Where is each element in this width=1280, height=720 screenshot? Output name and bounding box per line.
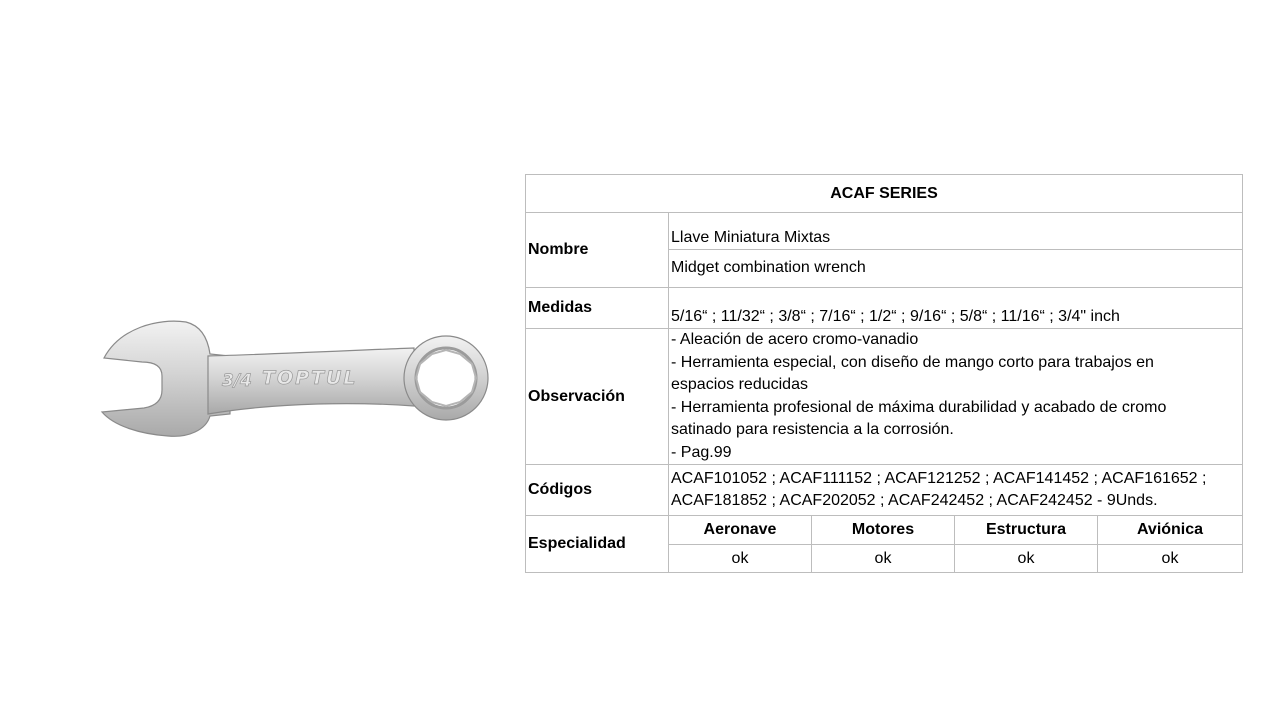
observacion-line: - Herramienta especial, con diseño de mango corto para trabajos en bbox=[671, 353, 1154, 371]
especialidad-val-motores: ok bbox=[812, 545, 955, 573]
wrench-size-engraving: 3/4 bbox=[222, 371, 252, 391]
especialidad-col-estructura: Estructura bbox=[955, 516, 1098, 545]
especialidad-val-avionica: ok bbox=[1098, 545, 1243, 573]
combination-wrench-icon bbox=[80, 310, 500, 450]
medidas-label: Medidas bbox=[526, 288, 669, 329]
especialidad-header-row bbox=[526, 516, 1243, 545]
especialidad-col-avionica: Aviónica bbox=[1098, 516, 1243, 545]
observacion-row bbox=[526, 329, 1243, 465]
observacion-line: espacios reducidas bbox=[671, 376, 808, 393]
especialidad-val-aeronave: ok bbox=[669, 545, 812, 573]
nombre-row bbox=[526, 213, 1243, 250]
codigos-label: Códigos bbox=[526, 465, 669, 516]
table-title-row bbox=[526, 175, 1243, 213]
medidas-value: 5/16“ ; 11/32“ ; 3/8“ ; 7/16“ ; 1/2“ ; 9/16“ ; 5/8“ ; 11/16“ ; 3/4" inch bbox=[669, 288, 1243, 329]
wrench-brand-engraving: TOPTUL bbox=[262, 367, 358, 389]
spec-table bbox=[525, 174, 1243, 573]
codigos-value bbox=[669, 465, 1243, 516]
observacion-line: satinado para resistencia a la corrosión. bbox=[671, 421, 954, 438]
especialidad-col-motores: Motores bbox=[812, 516, 955, 545]
nombre-label: Nombre bbox=[526, 213, 669, 288]
medidas-row bbox=[526, 288, 1243, 329]
observacion-label: Observación bbox=[526, 329, 669, 465]
codigos-line: ACAF181852 ; ACAF202052 ; ACAF242452 ; ACAF242452 - 9Unds. bbox=[671, 492, 1158, 509]
observacion-line: - Herramienta profesional de máxima durabilidad y acabado de cromo bbox=[671, 398, 1167, 416]
especialidad-col-aeronave: Aeronave bbox=[669, 516, 812, 545]
nombre-value-es: Llave Miniatura Mixtas bbox=[669, 213, 1243, 250]
table-title: ACAF SERIES bbox=[526, 175, 1243, 213]
especialidad-label: Especialidad bbox=[526, 516, 669, 573]
especialidad-val-estructura: ok bbox=[955, 545, 1098, 573]
observacion-line: - Aleación de acero cromo-vanadio bbox=[671, 331, 919, 348]
observacion-line: - Pag.99 bbox=[671, 443, 732, 461]
nombre-value-en: Midget combination wrench bbox=[669, 250, 1243, 288]
codigos-line: ACAF101052 ; ACAF111152 ; ACAF121252 ; ACAF141452 ; ACAF161652 ; bbox=[671, 469, 1207, 487]
codigos-row bbox=[526, 465, 1243, 516]
observacion-value bbox=[669, 329, 1243, 465]
